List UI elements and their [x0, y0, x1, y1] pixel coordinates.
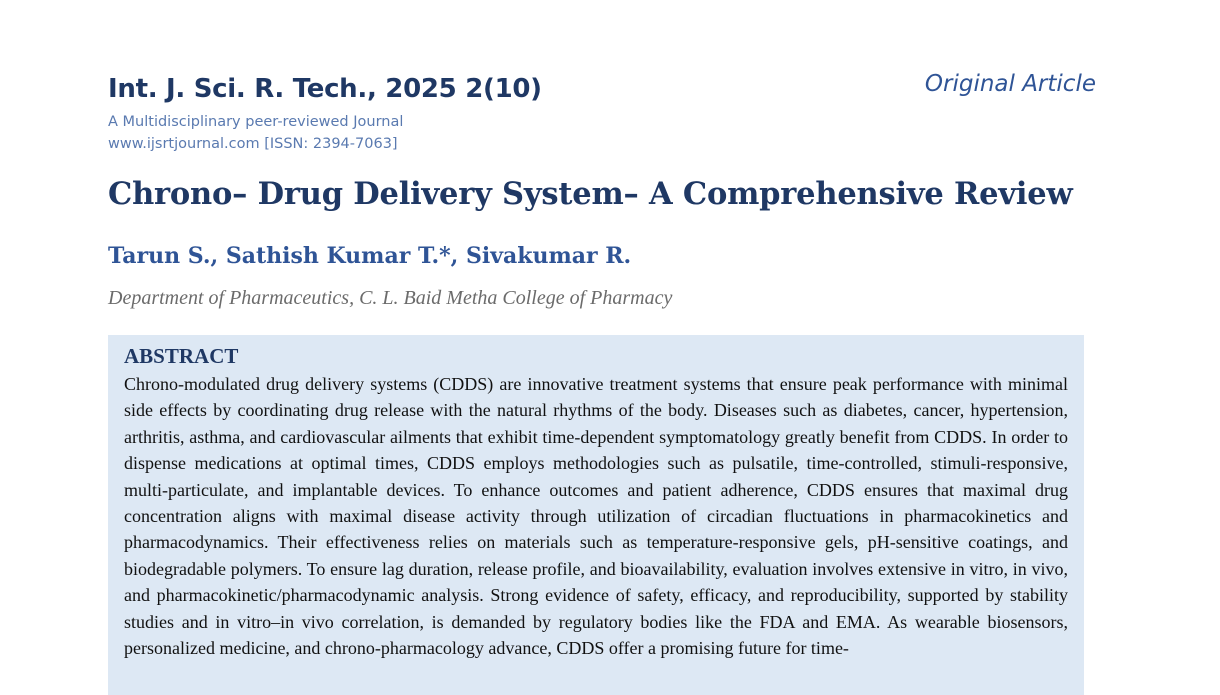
- author-affiliation: Department of Pharmaceutics, C. L. Baid Metha College of Pharmacy: [108, 287, 673, 309]
- journal-title: Int. J. Sci. R. Tech., 2025 2(10): [108, 74, 542, 104]
- article-type-label: Original Article: [924, 71, 1096, 97]
- journal-tagline: A Multidisciplinary peer-reviewed Journal: [108, 114, 404, 130]
- abstract-section: [108, 335, 1084, 695]
- author-list: Tarun S., Sathish Kumar T.*, Sivakumar R.: [108, 243, 632, 269]
- abstract-body: Chrono-modulated drug delivery systems (CDDS) are innovative treatment systems that ensure peak performance with minimal side effects by coordinating drug release with the natural rhythms of the body. Diseases such as diabetes, cancer, hypertension, arthritis, asthma, and cardiovascular ailments that exhibit time-dependent symptomatology greatly benefit from CDDS. In order to dispense medications at optimal times, CDDS employs methodologies such as pulsatile, time-controlled, stimuli-responsive, multi-particulate, and implantable devices. To enhance outcomes and patient adherence, CDDS ensures that maximal drug concentration aligns with maximal disease activity through utilization of circadian fluctuations in pharmacokinetics and pharmacodynamics. Their effectiveness relies on materials such as temperature-responsive gels, pH-sensitive coatings, and biodegradable polymers. To ensure lag duration, release profile, and bioavailability, evaluation involves extensive in vitro, in vivo, and pharmacokinetic/pharmacodynamic analysis. Strong evidence of safety, efficacy, and reproducibility, supported by stability studies and in vitro–in vivo correlation, is demanded by regulatory bodies like the FDA and EMA. As wearable biosensors, personalized medicine, and chrono-pharmacology advance, CDDS offer a promising future for time-: [124, 374, 1068, 659]
- journal-website: www.ijsrtjournal.com [ISSN: 2394-7063]: [108, 136, 398, 152]
- paper-title: Chrono– Drug Delivery System– A Comprehensive Review: [108, 176, 1073, 212]
- abstract-heading: ABSTRACT: [124, 344, 239, 368]
